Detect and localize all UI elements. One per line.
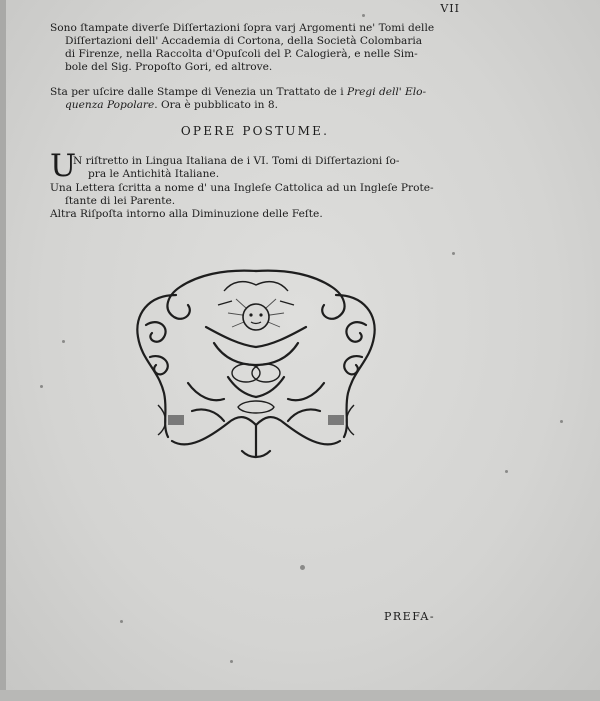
text-run: Sta per uſcire dalle Stampe di Venezia un Trattato de i: [50, 86, 347, 98]
paper-speck: [362, 14, 365, 17]
paper-speck: [505, 470, 508, 473]
text-line: di Firenze, nella Raccolta d'Opuſcoli del P. Calogierà, e nelle Sim-: [65, 48, 418, 60]
section-heading: OPERE POSTUME.: [180, 124, 330, 138]
text-line: bole del Sig. Propoſto Gori, ed altrove.: [65, 61, 273, 73]
baroque-ornament-vignette: [128, 265, 384, 461]
paragraph-forthcoming-treatise: [50, 86, 460, 112]
text-line: Una Lettera ſcritta a nome d' una Ingleſe Cattolica ad un Ingleſe Prote-: [50, 182, 434, 194]
text-line: [50, 99, 460, 112]
paper-speck: [560, 420, 563, 423]
book-title-italic: Pregi dell' Elo-: [346, 86, 427, 98]
paragraph-published-works: [50, 22, 460, 74]
text-line: Altra Riſpoſta intorno alla Diminuzione delle Feſte.: [50, 208, 323, 220]
paper-speck: [300, 565, 305, 570]
paper-speck: [452, 252, 455, 255]
text-line: Diſſertazioni dell' Accademia di Cortona, della Società Colombaria: [65, 35, 423, 47]
page-edge-shadow: [0, 0, 6, 701]
text-line: N riſtretto in Lingua Italiana de i VI. Tomi di Diſſertazioni ſo-: [73, 155, 400, 167]
text-line: ſtante di lei Parente.: [65, 195, 176, 207]
page-bottom-edge: [0, 690, 600, 701]
item-abridgement: [73, 155, 463, 181]
text-line: Sono ſtampate diverſe Diſſertazioni ſopra varj Argomenti ne' Tomi delle: [50, 22, 435, 34]
text-run: . Ora è pubblicato in 8.: [154, 99, 278, 111]
paper-speck: [120, 620, 123, 623]
catchword: PREFA-: [384, 610, 436, 623]
paper-speck: [62, 340, 65, 343]
book-title-italic: quenza Popolare: [65, 99, 155, 111]
drop-cap: U: [50, 148, 77, 184]
item-reply: [50, 208, 460, 221]
page-number: VII: [440, 2, 460, 15]
item-letter: [50, 182, 460, 208]
text-line: [50, 86, 460, 99]
paper-speck: [230, 660, 233, 663]
text-line: pra le Antichità Italiane.: [88, 168, 220, 180]
paper-speck: [40, 385, 43, 388]
